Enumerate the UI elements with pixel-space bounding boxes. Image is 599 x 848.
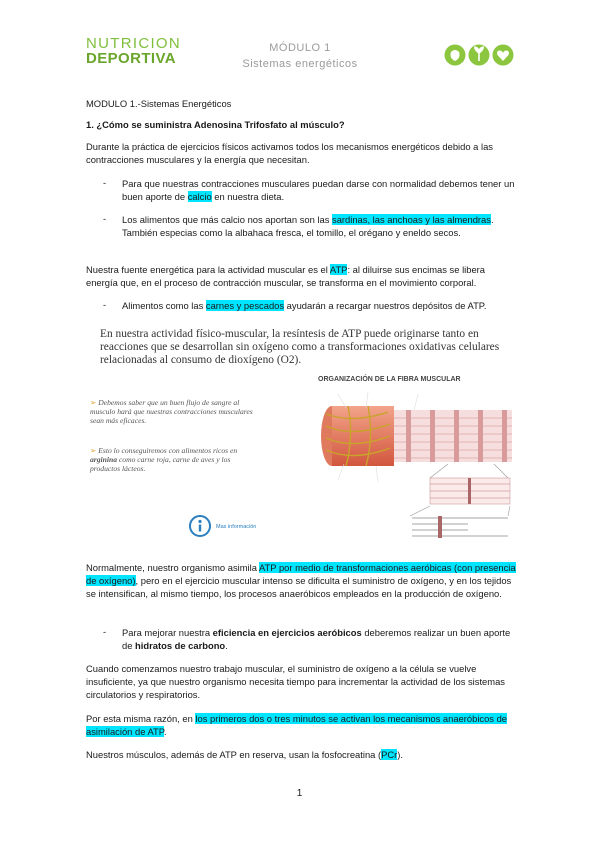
muscle-fiber-diagram <box>318 386 514 550</box>
section-question: 1. ¿Cómo se suministra Adenosina Trifosfato al músculo? <box>86 119 345 130</box>
logo-line-1: NUTRICION <box>86 35 182 52</box>
paragraph-1: Durante la práctica de ejercicios físicos activamos todos los mecanismos energéticos debido a las contracciones musculares y la energía que necesitan. <box>86 141 493 166</box>
bullet-carnes: Alimentos como las carnes y pescados ayudarán a recargar nuestros depósitos de ATP. <box>122 300 487 311</box>
page-number: 1 <box>296 788 303 799</box>
figure-bullet-1: ➢ Debemos saber que un buen flujo de sangre al musculo hará que nuestras contracciones musculares sean más eficaces. <box>90 398 253 426</box>
module-subtitle: Sistemas energéticos <box>242 58 358 70</box>
paragraph-4: Cuando comenzamos nuestro trabajo muscular, el suministro de oxígeno a la célula se vuelve insuficiente, ya que nuestro organismo necesita tiempo para incrementar la actividad de los sistemas circulatorios y respiratorios. <box>86 663 505 701</box>
bullet-marker: - <box>103 626 107 637</box>
paragraph-3: Normalmente, nuestro organismo asimila ATP por medio de transformaciones aeróbicas (con presencia de oxígeno), pero en el ejercicio muscular intenso se dificulta el suministro de oxígeno, y en los tejidos se intensifican, al mismo tiempo, los procesos anaeróbicos empleados en la producción de oxígeno. <box>86 562 516 600</box>
paragraph-5: Por esta misma razón, en los primeros dos o tres minutos se activan los mecanismos anaeróbicos de asimilación de ATP. <box>86 713 508 738</box>
bullet-calcio: Para que nuestras contracciones musculares puedan darse con normalidad debemos tener un buen aporte de calcio en nuestra dieta. <box>122 178 515 203</box>
info-icon[interactable] <box>188 514 212 538</box>
bullet-marker: - <box>103 213 107 224</box>
bullet-marker: - <box>103 299 107 310</box>
muscle-figure <box>86 326 514 552</box>
bullet-aerobicos: Para mejorar nuestra eficiencia en ejercicios aeróbicos deberemos realizar un buen aporte de hidratos de carbono. <box>122 627 511 652</box>
bullet-marker: - <box>103 177 107 188</box>
diagram-title: ORGANIZACIÓN DE LA FIBRA MUSCULAR <box>318 376 461 383</box>
more-info-link[interactable]: Mas información <box>216 524 257 530</box>
paragraph-2: Nuestra fuente energética para la actividad muscular es el ATP: al diluirse sus encimas se libera energía que, en el proceso de contracción muscular, se transforma en el movimiento corporal. <box>86 264 485 289</box>
logo-line-2: DEPORTIVA <box>86 50 176 67</box>
figure-bullet-2: ➢ Esto lo conseguiremos con alimentos ricos en arginina como carne roja, carne de aves y los productos lácteos. <box>90 446 238 474</box>
module-label: MÓDULO 1 <box>269 42 331 54</box>
module-title: MODULO 1.-Sistemas Energéticos <box>86 98 232 109</box>
figure-paragraph: En nuestra actividad físico-muscular, la resíntesis de ATP puede originarse tanto en reacciones que se desarrollan sin oxígeno como a transformaciones oxidativas celulares relacionadas al consumo de dioxígeno (O2). <box>100 328 500 366</box>
logo <box>86 37 181 67</box>
paragraph-6: Nuestros músculos, además de ATP en reserva, usan la fosfocreatina (PCr). <box>86 749 403 760</box>
header-center <box>200 40 400 72</box>
bullet-alimentos: Los alimentos que más calcio nos aportan son las sardinas, las anchoas y las almendras. También especias como la albahaca fresca, el tomillo, el orégano y eneldo secos. <box>122 214 494 239</box>
food-icons <box>444 41 514 69</box>
